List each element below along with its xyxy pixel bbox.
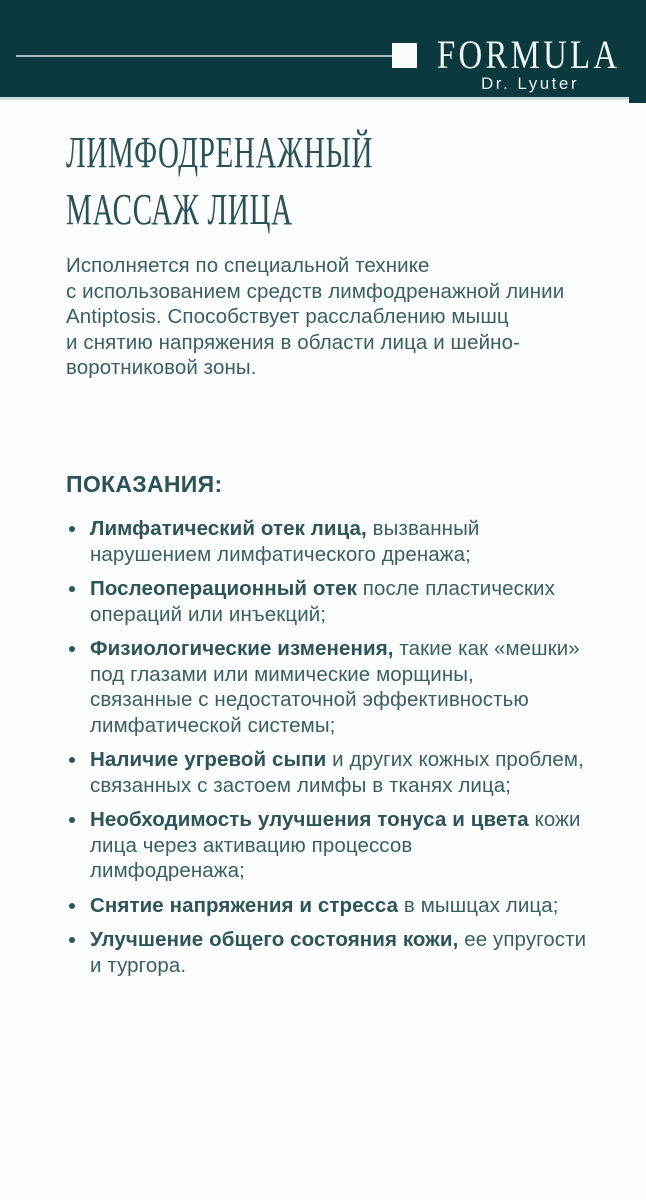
bullet-line: [90, 747, 606, 773]
bullet-line: [90, 953, 606, 979]
header-band: [0, 0, 646, 97]
bullet-item: [66, 636, 606, 738]
bullet-line: [90, 687, 606, 713]
bullet-bold-text: Необходимость улучшения тонуса и цвета: [90, 808, 529, 831]
bullet-regular-text: и тургора.: [90, 953, 187, 977]
bullet-bold-text: Наличие угревой сыпи: [90, 748, 327, 771]
bullet-dot-icon: [69, 817, 75, 823]
bullet-regular-text: такие как «мешки»: [393, 637, 580, 660]
bullet-line: [90, 516, 606, 542]
bullet-line: [90, 833, 606, 859]
bullet-regular-text: кожи: [528, 808, 581, 831]
intro-line: воротниковой зоны.: [66, 356, 257, 379]
indications-list: [66, 516, 606, 987]
brand-logo: FORMULA: [437, 32, 621, 77]
bullet-item: [66, 747, 606, 798]
bullet-bold-text: Послеоперационный отек: [90, 577, 357, 600]
bullet-dot-icon: [69, 586, 75, 592]
bullet-line: [90, 602, 606, 628]
page-title: [66, 124, 373, 238]
bullet-regular-text: связанных с застоем лимфы в тканях лица;: [90, 773, 512, 797]
header-divider-line: [16, 55, 393, 57]
bullet-regular-text: связанные с недостаточной эффективностью: [90, 688, 529, 711]
intro-line: Исполняется по специальной технике: [66, 254, 430, 277]
bullet-dot-icon: [69, 646, 75, 652]
bullet-regular-text: после пластических: [356, 577, 555, 600]
bullet-regular-text: лица через активацию процессов: [90, 833, 413, 857]
intro-paragraph: [66, 253, 564, 381]
header-corner-notch: [629, 97, 646, 103]
bullet-line: [90, 576, 606, 602]
bullet-regular-text: ее упругости: [458, 928, 587, 951]
bullet-bold-text: Физиологические изменения,: [90, 637, 394, 660]
bullet-regular-text: вызванный: [366, 517, 480, 540]
bullet-line: [90, 858, 606, 884]
bullet-line: [90, 636, 606, 662]
bullet-line: [90, 542, 606, 568]
page-title-line: МАССАЖ ЛИЦА: [66, 185, 293, 234]
bullet-item: [66, 927, 606, 978]
indications-heading: ПОКАЗАНИЯ:: [66, 471, 223, 497]
bullet-dot-icon: [69, 903, 75, 909]
bullet-item: [66, 576, 606, 627]
bullet-regular-text: операций или инъекций;: [90, 602, 327, 626]
intro-line: Antiptosis. Способствует расслаблению мышц: [66, 305, 509, 328]
brand-square-icon: [392, 43, 417, 68]
bullet-regular-text: и других кожных проблем,: [326, 748, 584, 771]
bullet-dot-icon: [69, 757, 75, 763]
bullet-bold-text: Снятие напряжения и стресса: [90, 893, 399, 917]
bullet-line: [90, 662, 606, 688]
bullet-regular-text: лимфодренажа;: [90, 859, 245, 882]
bullet-line: [90, 713, 606, 739]
intro-line: и снятию напряжения в области лица и шейно-: [66, 330, 521, 354]
bullet-dot-icon: [69, 937, 75, 943]
intro-line: с использованием средств лимфодренажной линии: [66, 279, 565, 303]
bullet-regular-text: нарушением лимфатического дренажа;: [90, 542, 471, 566]
bullet-line: [90, 927, 606, 953]
brand-subtitle: Dr. Lyuter: [480, 74, 580, 93]
bullet-bold-text: Лимфатический отек лица,: [90, 517, 367, 540]
header-bottom-strip: [0, 97, 646, 100]
bullet-item: [66, 516, 606, 567]
bullet-item: [66, 893, 606, 919]
page-title-line: ЛИМФОДРЕНАЖНЫЙ: [66, 128, 374, 177]
bullet-dot-icon: [69, 526, 75, 532]
bullet-regular-text: в мышцах лица;: [398, 893, 559, 917]
bullet-line: [90, 773, 606, 799]
bullet-bold-text: Улучшение общего состояния кожи,: [90, 928, 459, 951]
bullet-item: [66, 807, 606, 884]
bullet-regular-text: под глазами или мимические морщины,: [90, 662, 474, 686]
bullet-line: [90, 807, 606, 833]
bullet-regular-text: лимфатической системы;: [90, 713, 336, 737]
bullet-line: [90, 893, 606, 919]
